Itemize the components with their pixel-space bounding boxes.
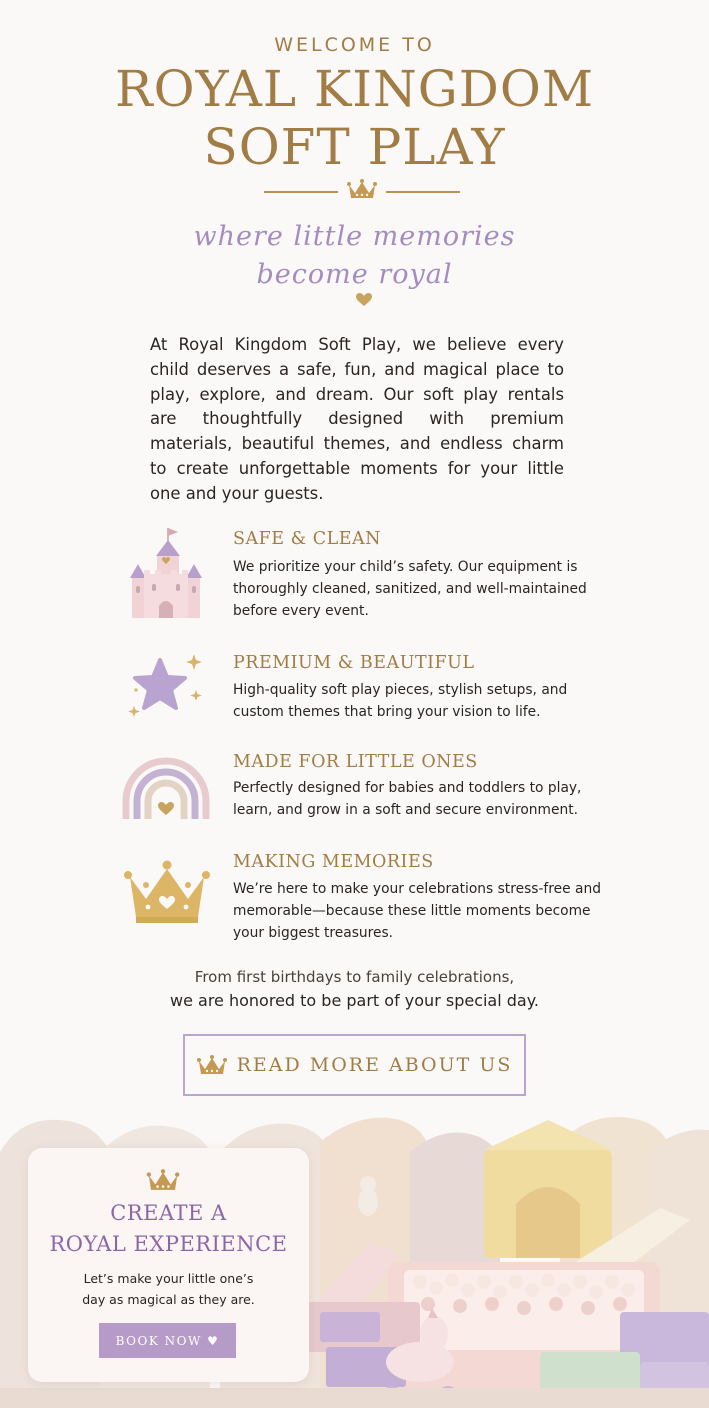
read-more-label: READ MORE ABOUT US [236,1054,513,1076]
cta-sub-line-2: day as magical as they are. [82,1292,255,1307]
tagline-line-2: become royal [256,259,453,290]
brand-title [0,60,709,176]
welcome-text: WELCOME TO [274,34,435,56]
crown-icon [197,1054,227,1076]
cta-title [28,1198,309,1260]
brand-line-2: SOFT PLAY [203,118,506,176]
tagline [0,218,709,294]
feature-desc: Perfectly designed for babies and toddlers to play, learn, and grow in a soft and secure environment. [233,780,582,818]
cta-card [28,1148,309,1382]
crown-icon [347,178,377,200]
rainbow-icon [120,753,212,819]
divider-line-left [264,191,338,193]
book-now-button[interactable]: BOOK NOW ♥ [99,1323,236,1358]
feature-desc: We prioritize your child’s safety. Our equipment is thoroughly cleaned, sanitized, and well-maintained before every event. [233,559,587,619]
divider-line-right [386,191,460,193]
feature-title: MAKING MEMORIES [233,852,434,872]
crown-icon [146,1168,180,1192]
read-more-button[interactable] [183,1034,526,1096]
intro-paragraph: At Royal Kingdom Soft Play, we believe every child deserves a safe, fun, and magical place to play, explore, and dream. Our soft play rentals are thoughtfully designed with premium materials, beautiful themes, and endless charm to create unforgettable moments for your little one and your guests. [150,335,564,503]
feature-title: PREMIUM & BEAUTIFUL [233,653,475,673]
cta-title-line-1: CREATE A [110,1201,227,1225]
closing-line-2: we are honored to be part of your special day. [170,991,539,1010]
feature-desc: High-quality soft play pieces, stylish setups, and custom themes that bring your vision to life. [233,682,568,720]
crown-divider [264,178,460,204]
tagline-line-1: where little memories [193,221,516,252]
castle-icon [128,526,204,620]
closing-line-1: From first birthdays to family celebrations, [194,968,515,986]
cta-title-line-2: ROYAL EXPERIENCE [49,1232,288,1256]
star-icon [124,650,206,728]
cta-sub-line-1: Let’s make your little one’s [83,1271,254,1286]
brand-line-1: ROYAL KINGDOM [114,60,595,118]
feature-title: MADE FOR LITTLE ONES [233,752,478,772]
feature-title: SAFE & CLEAN [233,529,381,549]
cta-subtitle [28,1268,309,1310]
feature-desc: We’re here to make your celebrations stress-free and memorable—because these little moments become your biggest treasures. [233,881,601,941]
heart-icon [356,293,372,307]
crown-icon [122,857,212,927]
closing-text [0,966,709,1012]
